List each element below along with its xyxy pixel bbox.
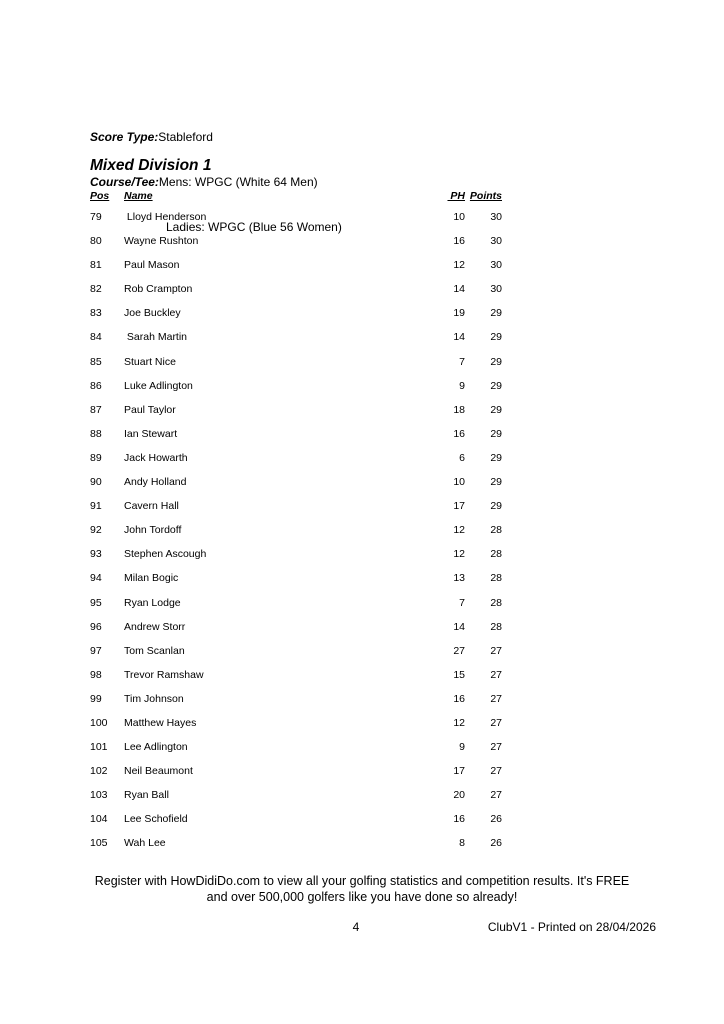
cell-points: 27 xyxy=(490,644,502,657)
cell-points: 29 xyxy=(490,427,502,440)
cell-player-name: Milan Bogic xyxy=(124,572,179,585)
table-row xyxy=(90,621,502,645)
cell-points: 28 xyxy=(490,620,502,633)
table-row xyxy=(90,813,502,837)
promo-line-1: Register with HowDidiDo.com to view all your golfing statistics and competition results. It's FREE xyxy=(94,874,630,888)
cell-points: 26 xyxy=(490,813,502,826)
table-row xyxy=(90,307,502,331)
cell-points: 30 xyxy=(490,283,502,296)
cell-player-name: Cavern Hall xyxy=(124,500,179,513)
table-row xyxy=(90,404,502,428)
cell-playing-handicap: 14 xyxy=(453,620,465,633)
table-row xyxy=(90,428,502,452)
cell-player-name: Joe Buckley xyxy=(124,307,181,320)
cell-player-name: Lee Schofield xyxy=(124,813,188,826)
cell-player-name: Paul Taylor xyxy=(124,403,176,416)
results-table xyxy=(90,190,502,862)
cell-position: 101 xyxy=(90,741,108,754)
col-header-pos: Pos xyxy=(90,190,110,202)
cell-player-name: Wayne Rushton xyxy=(124,235,199,248)
cell-playing-handicap: 20 xyxy=(453,789,465,802)
table-body xyxy=(90,211,502,862)
cell-player-name: Luke Adlington xyxy=(124,379,193,392)
cell-playing-handicap: 17 xyxy=(453,765,465,778)
cell-position: 98 xyxy=(90,668,102,681)
promo-line-2: and over 500,000 golfers like you have done so already! xyxy=(206,890,518,904)
cell-playing-handicap: 18 xyxy=(453,403,465,416)
cell-playing-handicap: 19 xyxy=(453,307,465,320)
cell-points: 27 xyxy=(490,765,502,778)
cell-position: 80 xyxy=(90,235,102,248)
cell-position: 97 xyxy=(90,644,102,657)
cell-player-name: Matthew Hayes xyxy=(124,716,197,729)
cell-position: 105 xyxy=(90,837,108,850)
cell-playing-handicap: 13 xyxy=(453,572,465,585)
table-row xyxy=(90,717,502,741)
cell-playing-handicap: 7 xyxy=(459,596,465,609)
cell-player-name: Stephen Ascough xyxy=(124,548,207,561)
score-type-label: Score Type: xyxy=(90,130,159,144)
cell-position: 83 xyxy=(90,307,102,320)
cell-position: 85 xyxy=(90,355,102,368)
table-row xyxy=(90,235,502,259)
cell-player-name: Wah Lee xyxy=(124,837,166,850)
cell-points: 28 xyxy=(490,596,502,609)
cell-player-name: Tim Johnson xyxy=(124,692,184,705)
cell-playing-handicap: 16 xyxy=(453,692,465,705)
cell-playing-handicap: 12 xyxy=(453,548,465,561)
cell-position: 79 xyxy=(90,211,102,223)
cell-playing-handicap: 15 xyxy=(453,668,465,681)
cell-points: 28 xyxy=(490,572,502,585)
cell-points: 29 xyxy=(490,403,502,416)
cell-position: 89 xyxy=(90,451,102,464)
cell-player-name: Ryan Ball xyxy=(124,789,169,802)
cell-player-name: Neil Beaumont xyxy=(124,765,193,778)
cell-playing-handicap: 12 xyxy=(453,259,465,272)
col-header-ph: PH xyxy=(447,190,465,202)
table-row xyxy=(90,211,502,235)
cell-player-name: Andrew Storr xyxy=(124,620,186,633)
cell-position: 93 xyxy=(90,548,102,561)
table-row xyxy=(90,693,502,717)
cell-position: 99 xyxy=(90,692,102,705)
cell-points: 30 xyxy=(490,235,502,248)
cell-playing-handicap: 12 xyxy=(453,716,465,729)
table-row xyxy=(90,669,502,693)
cell-position: 90 xyxy=(90,476,102,489)
table-row xyxy=(90,452,502,476)
cell-player-name: Sarah Martin xyxy=(124,331,188,344)
division-title: Mixed Division 1 xyxy=(90,157,212,174)
table-row xyxy=(90,500,502,524)
table-row xyxy=(90,837,502,861)
promo-text xyxy=(0,873,724,905)
cell-position: 86 xyxy=(90,379,102,392)
cell-position: 81 xyxy=(90,259,102,272)
cell-points: 29 xyxy=(490,476,502,489)
cell-playing-handicap: 10 xyxy=(453,476,465,489)
table-row xyxy=(90,765,502,789)
cell-playing-handicap: 7 xyxy=(459,355,465,368)
table-header-row xyxy=(90,190,502,211)
col-header-points: Points xyxy=(469,190,502,202)
cell-points: 30 xyxy=(490,259,502,272)
cell-player-name: Lee Adlington xyxy=(124,741,188,754)
cell-player-name: Ian Stewart xyxy=(124,427,178,440)
cell-player-name: Lloyd Henderson xyxy=(124,211,207,223)
score-type-value: Stableford xyxy=(158,130,213,144)
cell-position: 104 xyxy=(90,813,108,826)
table-row xyxy=(90,741,502,765)
cell-playing-handicap: 9 xyxy=(459,741,465,754)
print-info: ClubV1 - Printed on 28/04/2026 xyxy=(487,920,656,934)
cell-position: 84 xyxy=(90,331,102,344)
table-row xyxy=(90,645,502,669)
score-type-line xyxy=(90,130,342,145)
cell-playing-handicap: 17 xyxy=(453,500,465,513)
table-row xyxy=(90,789,502,813)
cell-points: 27 xyxy=(490,716,502,729)
cell-player-name: John Tordoff xyxy=(124,524,182,537)
cell-points: 27 xyxy=(490,789,502,802)
cell-player-name: Stuart Nice xyxy=(124,355,176,368)
col-header-name: Name xyxy=(124,190,153,202)
cell-playing-handicap: 16 xyxy=(453,235,465,248)
table-row xyxy=(90,380,502,404)
cell-position: 92 xyxy=(90,524,102,537)
cell-playing-handicap: 16 xyxy=(453,813,465,826)
table-row xyxy=(90,597,502,621)
table-row xyxy=(90,548,502,572)
cell-points: 27 xyxy=(490,692,502,705)
table-row xyxy=(90,331,502,355)
cell-playing-handicap: 27 xyxy=(453,644,465,657)
cell-player-name: Rob Crampton xyxy=(124,283,193,296)
cell-points: 26 xyxy=(490,837,502,850)
cell-points: 28 xyxy=(490,548,502,561)
cell-playing-handicap: 8 xyxy=(459,837,465,850)
cell-position: 87 xyxy=(90,403,102,416)
cell-points: 27 xyxy=(490,668,502,681)
course-tee-line xyxy=(90,175,342,190)
cell-points: 29 xyxy=(490,500,502,513)
cell-position: 82 xyxy=(90,283,102,296)
cell-player-name: Jack Howarth xyxy=(124,451,188,464)
cell-points: 28 xyxy=(490,524,502,537)
cell-playing-handicap: 14 xyxy=(453,331,465,344)
cell-playing-handicap: 9 xyxy=(459,379,465,392)
course-tee-ladies-value: Ladies: WPGC (Blue 56 Women) xyxy=(166,220,342,234)
cell-points: 29 xyxy=(490,307,502,320)
cell-playing-handicap: 14 xyxy=(453,283,465,296)
cell-playing-handicap: 6 xyxy=(459,451,465,464)
cell-points: 29 xyxy=(490,379,502,392)
course-tee-mens-value: Mens: WPGC (White 64 Men) xyxy=(158,175,318,189)
cell-position: 96 xyxy=(90,620,102,633)
cell-player-name: Andy Holland xyxy=(124,476,187,489)
table-row xyxy=(90,283,502,307)
table-row xyxy=(90,259,502,283)
table-row xyxy=(90,572,502,596)
cell-position: 102 xyxy=(90,765,108,778)
cell-playing-handicap: 12 xyxy=(453,524,465,537)
cell-points: 29 xyxy=(490,331,502,344)
cell-points: 29 xyxy=(490,355,502,368)
cell-position: 94 xyxy=(90,572,102,585)
table-row xyxy=(90,476,502,500)
cell-position: 103 xyxy=(90,789,108,802)
cell-position: 91 xyxy=(90,500,102,513)
table-row xyxy=(90,524,502,548)
cell-position: 88 xyxy=(90,427,102,440)
cell-points: 30 xyxy=(490,211,502,223)
cell-player-name: Paul Mason xyxy=(124,259,180,272)
page-number: 4 xyxy=(352,920,360,934)
cell-points: 29 xyxy=(490,451,502,464)
cell-playing-handicap: 10 xyxy=(453,211,465,223)
course-tee-label: Course/Tee: xyxy=(90,175,159,189)
table-row xyxy=(90,356,502,380)
cell-player-name: Ryan Lodge xyxy=(124,596,181,609)
cell-player-name: Trevor Ramshaw xyxy=(124,668,204,681)
cell-player-name: Tom Scanlan xyxy=(124,644,185,657)
cell-playing-handicap: 16 xyxy=(453,427,465,440)
cell-position: 100 xyxy=(90,716,108,729)
cell-points: 27 xyxy=(490,741,502,754)
cell-position: 95 xyxy=(90,596,102,609)
